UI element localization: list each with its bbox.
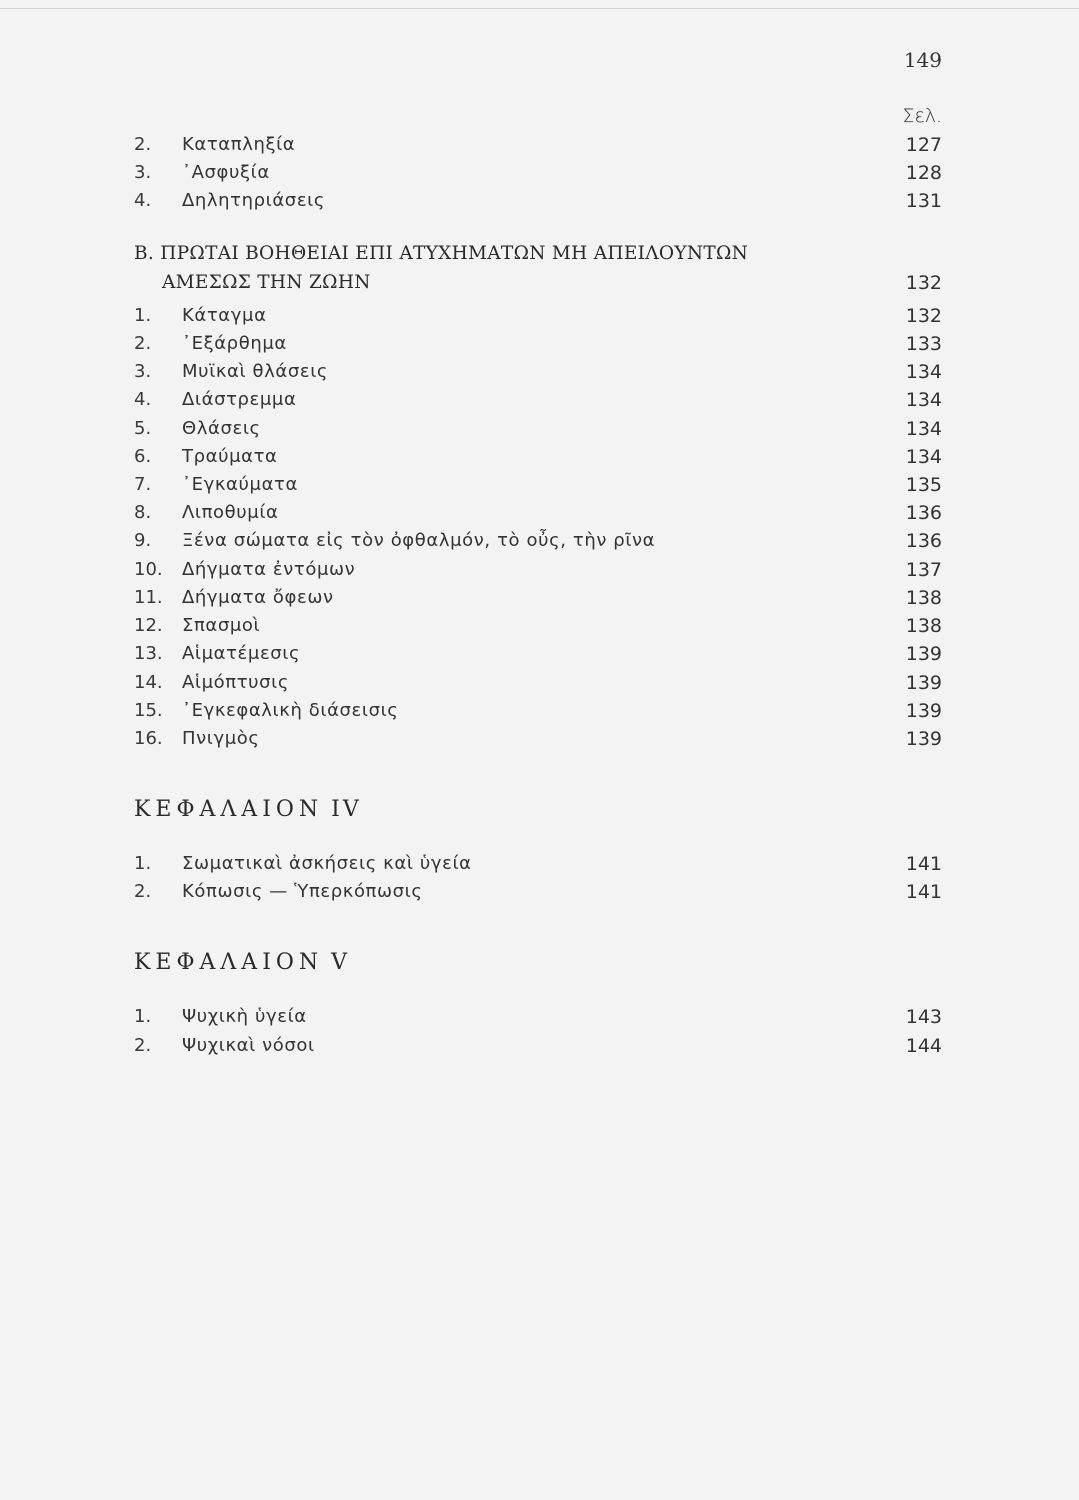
entry-title: Ξένα σώματα εἰς τὸν ὀφθαλμόν, τὸ οὖς, τὴν ρῖνα [182,530,656,551]
chapter-roman-numeral: V [331,950,351,975]
toc-entry [0,559,1079,587]
entry-number: 7. [134,474,152,495]
entry-title: Δήγματα ὄφεων [182,587,334,608]
chapter-roman-numeral: IV [331,797,362,822]
toc-entry [0,1006,1079,1034]
entry-title: Ψυχικαὶ νόσοι [182,1035,315,1056]
entry-number: 5. [134,418,152,439]
pages-column-header: Σελ. [902,105,942,127]
entry-title: Τραύματα [182,446,278,467]
toc-entry [0,502,1079,530]
entry-page: 134 [905,418,942,440]
toc-entry [0,700,1079,728]
entry-title: ᾿Ασφυξία [182,162,270,183]
entry-number: 14. [134,672,163,693]
toc-entry [0,361,1079,389]
toc-entry [0,418,1079,446]
entry-page: 138 [905,615,942,637]
entry-page: 144 [905,1035,942,1057]
entry-page: 136 [905,502,942,524]
entry-page: 134 [905,389,942,411]
toc-entry [0,672,1079,700]
entry-title: Σπασμοὶ [182,615,261,636]
entry-number: 9. [134,530,152,551]
entry-number: 1. [134,1006,152,1027]
chapter-4-heading [134,797,362,822]
toc-entry [0,728,1079,756]
entry-number: 2. [134,1035,152,1056]
entry-title: Ψυχικὴ ὑγεία [182,1006,307,1027]
entry-page: 134 [905,446,942,468]
toc-entry [0,305,1079,333]
toc-entry [0,134,1079,162]
entry-number: 6. [134,446,152,467]
entry-title: Κάταγμα [182,305,267,326]
entry-title: ᾿Εγκεφαλικὴ διάσεισις [182,700,399,721]
entry-number: 12. [134,615,163,636]
entry-number: 11. [134,587,163,608]
entry-title: Διάστρεμμα [182,389,297,410]
entry-page: 139 [905,643,942,665]
entry-page: 128 [905,162,942,184]
toc-entry [0,881,1079,909]
top-edge-line [0,8,1079,9]
entry-number: 2. [134,134,152,155]
entry-page: 133 [905,333,942,355]
entry-number: 16. [134,728,163,749]
page-number: 149 [903,48,942,72]
entry-number: 15. [134,700,163,721]
entry-number: 1. [134,853,152,874]
entry-number: 13. [134,643,163,664]
entry-title: Μυϊκαὶ θλάσεις [182,361,329,382]
chapter-label: ΚΕΦΑΛΑΙΟΝ [134,950,324,975]
entry-page: 143 [905,1006,942,1028]
toc-entry [0,389,1079,417]
entry-page: 141 [905,853,942,875]
entry-page: 132 [905,305,942,327]
entry-page: 134 [905,361,942,383]
entry-title: Δηλητηριάσεις [182,190,326,211]
entry-title: Σωματικαὶ ἀσκήσεις καὶ ὑγεία [182,853,472,874]
section-b-heading-line2: ΑΜΕΣΩΣ ΤΗΝ ΖΩΗΝ [162,272,371,293]
entry-number: 2. [134,881,152,902]
toc-entry [0,162,1079,190]
entry-number: 10. [134,559,163,580]
entry-page: 131 [905,190,942,212]
entry-title: Δήγματα ἐντόμων [182,559,356,580]
entry-title: Λιποθυμία [182,502,279,523]
toc-entry [0,474,1079,502]
entry-page: 127 [905,134,942,156]
entry-title: Θλάσεις [182,418,261,439]
entry-number: 3. [134,361,152,382]
entry-page: 139 [905,672,942,694]
toc-entry [0,190,1079,218]
entry-title: Καταπληξία [182,134,296,155]
entry-page: 135 [905,474,942,496]
entry-number: 4. [134,190,152,211]
section-b-page: 132 [905,272,942,294]
entry-page: 141 [905,881,942,903]
entry-number: 3. [134,162,152,183]
entry-title: Αἱμόπτυσις [182,672,290,693]
toc-entry [0,615,1079,643]
entry-page: 136 [905,530,942,552]
entry-page: 137 [905,559,942,581]
entry-title: Πνιγμὸς [182,728,260,749]
entry-title: Αἱματέμεσις [182,643,301,664]
entry-page: 139 [905,728,942,750]
toc-entry [0,530,1079,558]
section-b-heading-line1: Β. ΠΡΩΤΑΙ ΒΟΗΘΕΙΑΙ ΕΠΙ ΑΤΥΧΗΜΑΤΩΝ ΜΗ ΑΠΕΙΛΟΥΝΤΩΝ [134,243,749,264]
entry-title: Κόπωσις — Ὑπερκόπωσις [182,881,423,902]
chapter-5-heading [134,950,350,975]
entry-number: 4. [134,389,152,410]
toc-entry [0,853,1079,881]
entry-number: 2. [134,333,152,354]
toc-entry [0,1035,1079,1063]
entry-number: 8. [134,502,152,523]
toc-entry [0,643,1079,671]
toc-entry [0,333,1079,361]
entry-title: ᾿Εξάρθημα [182,333,287,354]
toc-entry [0,446,1079,474]
entry-page: 139 [905,700,942,722]
entry-page: 138 [905,587,942,609]
chapter-label: ΚΕΦΑΛΑΙΟΝ [134,797,324,822]
entry-title: ᾿Εγκαύματα [182,474,298,495]
toc-entry [0,587,1079,615]
entry-number: 1. [134,305,152,326]
